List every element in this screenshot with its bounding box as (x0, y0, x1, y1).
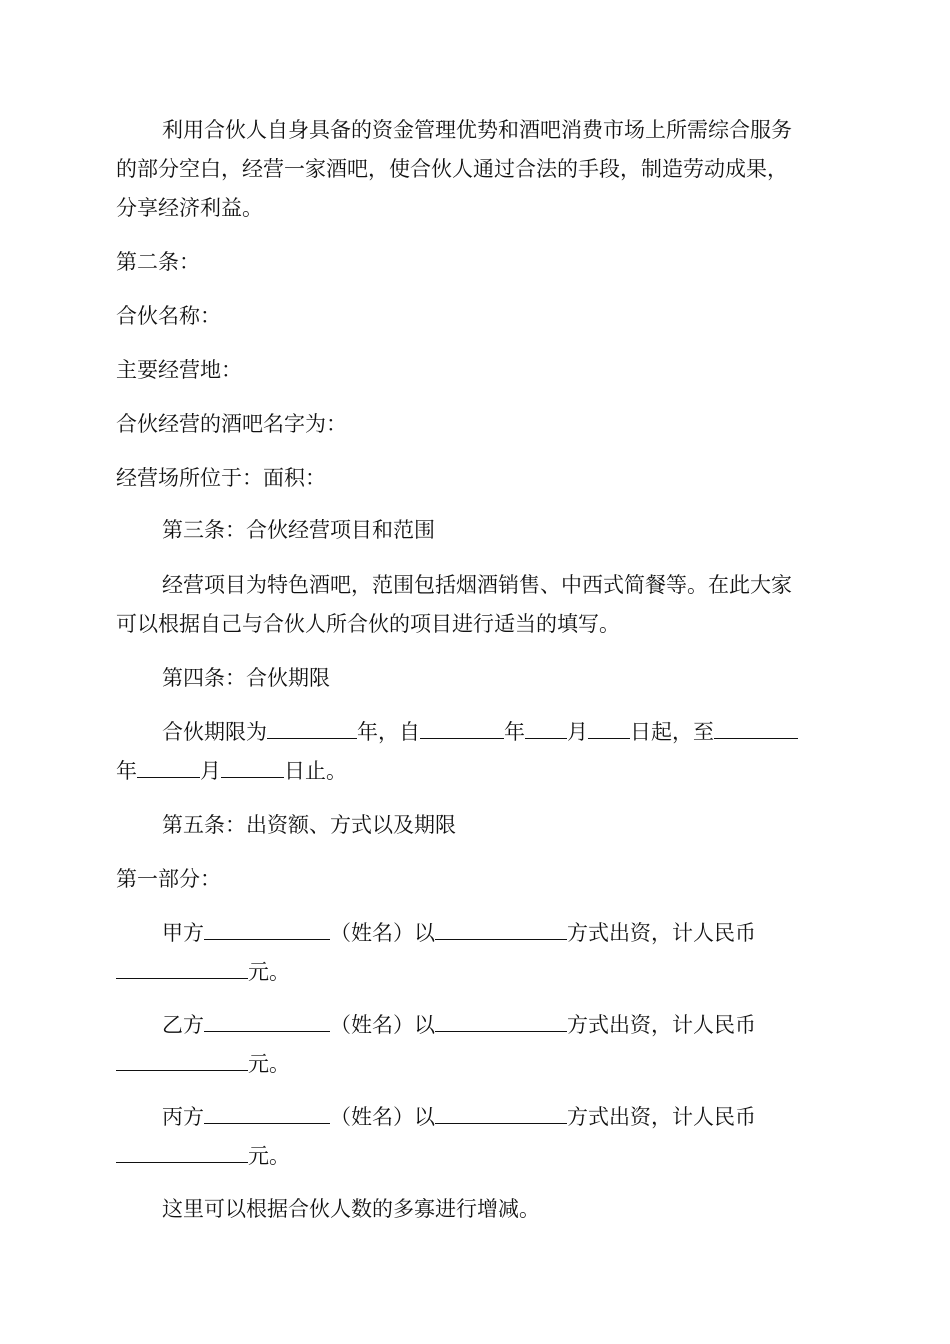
term-line-2 (116, 758, 347, 784)
party-a-amount-blank[interactable] (116, 960, 248, 979)
scope-line-2: 可以根据自己与合伙人所合伙的项目进行适当的填写。 (116, 612, 620, 636)
party-c-amount-blank[interactable] (116, 1144, 248, 1163)
party-c-name-blank[interactable] (204, 1105, 330, 1124)
party-c-line-2 (116, 1143, 290, 1169)
party-c-label: 丙方 (162, 1105, 204, 1129)
main-location-field: 主要经营地： (116, 358, 242, 382)
start-day-blank[interactable] (588, 720, 630, 739)
adjust-note: 这里可以根据合伙人数的多寡进行增减。 (162, 1197, 540, 1221)
party-a-method-label: 方式出资，计人民币 (567, 921, 756, 945)
intro-line-1: 利用合伙人自身具备的资金管理优势和酒吧消费市场上所需综合服务 (162, 118, 792, 142)
party-b-label: 乙方 (162, 1013, 204, 1037)
start-year-label: 年 (504, 720, 525, 744)
party-a-yuan: 元。 (248, 960, 290, 984)
bar-name-field: 合伙经营的酒吧名字为： (116, 412, 347, 436)
party-c-yuan: 元。 (248, 1144, 290, 1168)
party-c-method-blank[interactable] (435, 1105, 567, 1124)
party-b-name-paren: （姓名）以 (330, 1013, 435, 1037)
end-day-label: 日止。 (284, 759, 347, 783)
term-years-blank[interactable] (267, 720, 357, 739)
end-month-label: 月 (200, 759, 221, 783)
start-year-blank[interactable] (420, 720, 504, 739)
intro-line-2: 的部分空白，经营一家酒吧，使合伙人通过合法的手段，制造劳动成果， (116, 157, 788, 181)
party-c-method-label: 方式出资，计人民币 (567, 1105, 756, 1129)
party-a-line-1 (162, 920, 756, 946)
party-b-name-blank[interactable] (204, 1013, 330, 1032)
article-5-heading: 第五条：出资额、方式以及期限 (162, 813, 456, 837)
party-a-name-blank[interactable] (204, 921, 330, 940)
party-b-yuan: 元。 (248, 1052, 290, 1076)
start-month-label: 月 (567, 720, 588, 744)
partnership-name-field: 合伙名称： (116, 304, 221, 328)
article-2-heading: 第二条： (116, 250, 200, 274)
article-4-heading: 第四条：合伙期限 (162, 666, 330, 690)
party-b-amount-blank[interactable] (116, 1052, 248, 1071)
party-a-label: 甲方 (162, 921, 204, 945)
start-month-blank[interactable] (525, 720, 567, 739)
party-b-method-label: 方式出资，计人民币 (567, 1013, 756, 1037)
term-year-from: 年，自 (357, 720, 420, 744)
party-a-line-2 (116, 959, 290, 985)
party-a-method-blank[interactable] (435, 921, 567, 940)
party-b-line-2 (116, 1051, 290, 1077)
part-1-heading: 第一部分： (116, 867, 221, 891)
party-c-line-1 (162, 1104, 756, 1130)
start-day-label: 日起，至 (630, 720, 714, 744)
party-b-method-blank[interactable] (435, 1013, 567, 1032)
article-3-heading: 第三条：合伙经营项目和范围 (162, 518, 435, 542)
end-year-label: 年 (116, 759, 137, 783)
party-c-name-paren: （姓名）以 (330, 1105, 435, 1129)
party-a-name-paren: （姓名）以 (330, 921, 435, 945)
intro-line-3: 分享经济利益。 (116, 196, 263, 220)
end-day-blank[interactable] (221, 759, 284, 778)
term-prefix: 合伙期限为 (162, 720, 267, 744)
party-b-line-1 (162, 1012, 756, 1038)
term-line-1 (162, 719, 798, 745)
premises-field: 经营场所位于：面积： (116, 466, 326, 490)
end-month-blank[interactable] (137, 759, 200, 778)
end-year-blank[interactable] (714, 720, 798, 739)
scope-line-1: 经营项目为特色酒吧，范围包括烟酒销售、中西式简餐等。在此大家 (162, 573, 792, 597)
